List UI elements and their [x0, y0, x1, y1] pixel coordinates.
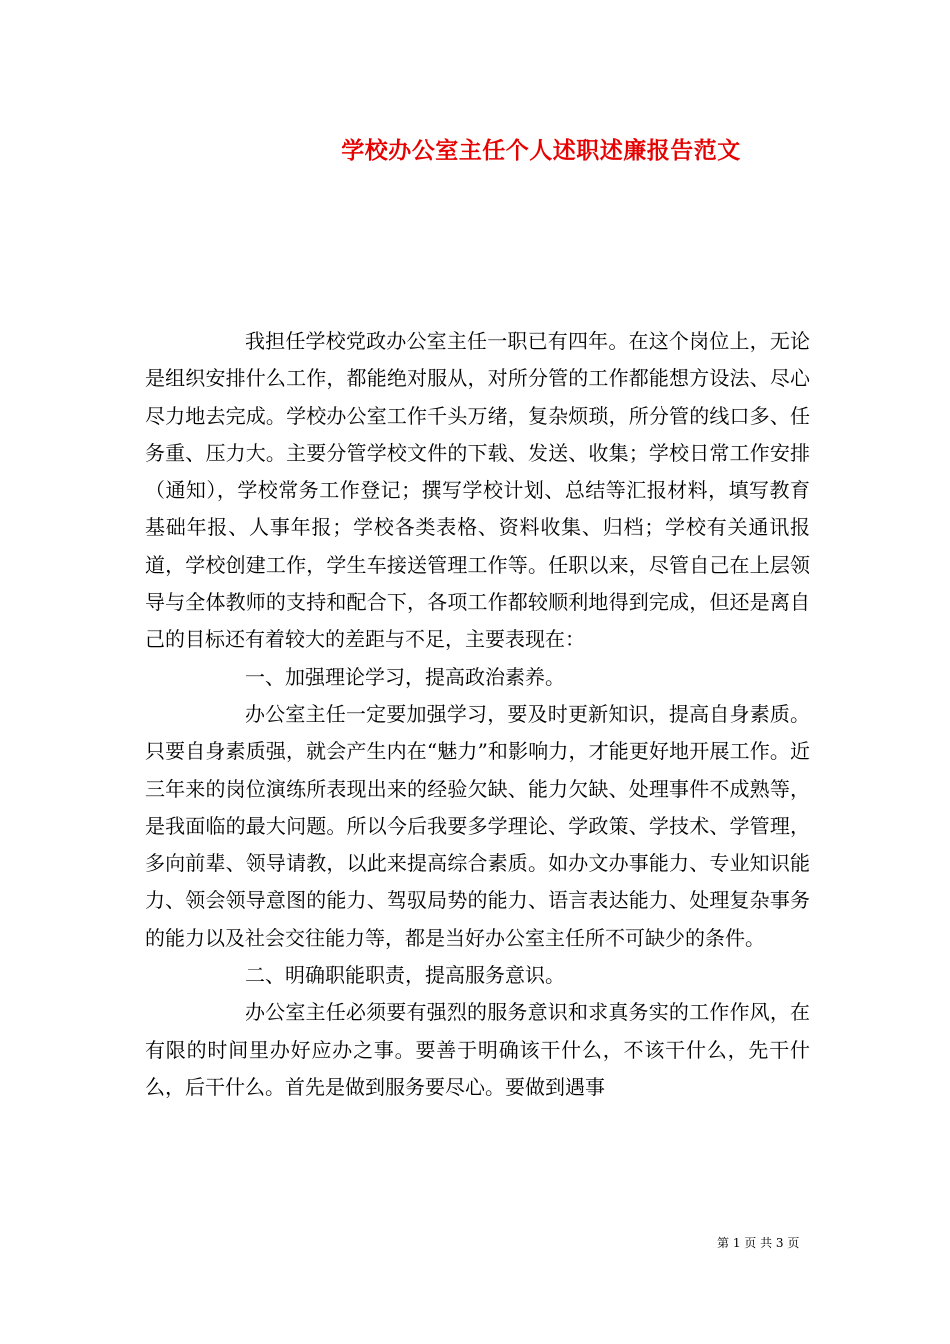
page-number-footer: 第 1 页 共 3 页 — [717, 1236, 800, 1250]
paragraph-section-1: 办公室主任一定要加强学习，要及时更新知识，提高自身素质。只要自身素质强，就会产生内在“魅力”和影响力，才能更好地开展工作。近三年来的岗位演练所表现出来的经验欠缺、能力欠缺、处理事件不成熟等，是我面临的最大问题。所以今后我要多学理论、学政策、学技术、学管理，多向前辈、领导请教，以此来提高综合素质。如办文办事能力、专业知识能力、领会领导意图的能力、驾驭局势的能力、语言表达能力、处理复杂事务的能力以及社会交往能力等，都是当好办公室主任所不可缺少的条件。 — [145, 701, 810, 950]
paragraph-intro: 我担任学校党政办公室主任一职已有四年。在这个岗位上，无论是组织安排什么工作，都能绝对服从，对所分管的工作都能想方设法、尽心尽力地去完成。学校办公室工作千头万绪，复杂烦琐，所分管的线口多、任务重、压力大。主要分管学校文件的下载、发送、收集；学校日常工作安排（通知），学校常务工作登记；撰写学校计划、总结等汇报材料，填写教育基础年报、人事年报；学校各类表格、资料收集、归档；学校有关通讯报道，学校创建工作，学生车接送管理工作等。任职以来，尽管自己在上层领导与全体教师的支持和配合下，各项工作都较顺利地得到完成，但还是离自己的目标还有着较大的差距与不足，主要表现在： — [145, 329, 810, 652]
paragraph-section-2: 办公室主任必须要有强烈的服务意识和求真务实的工作作风，在有限的时间里办好应办之事。要善于明确该干什么，不该干什么，先干什么，后干什么。首先是做到服务要尽心。要做到遇事 — [145, 1000, 810, 1099]
document-body — [145, 323, 810, 1106]
document-title: 学校办公室主任个人述职述廉报告范文 — [341, 137, 741, 164]
section-heading-1: 一、加强理论学习，提高政治素养。 — [245, 664, 565, 689]
section-heading-2: 二、明确职能职责，提高服务意识。 — [245, 963, 565, 988]
